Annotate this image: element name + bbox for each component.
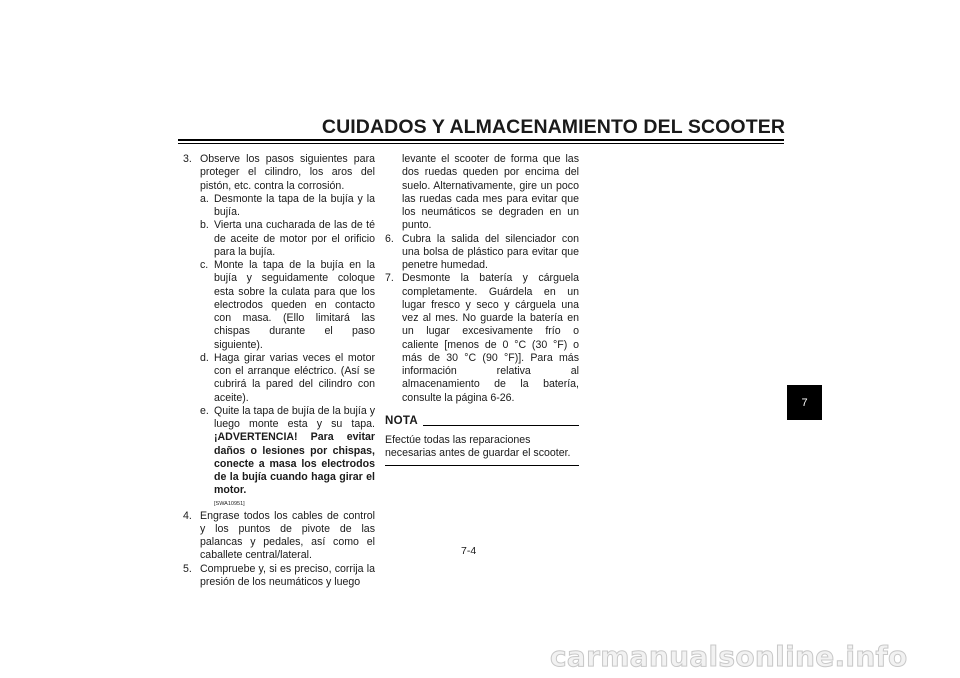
substep-letter: e. [200,404,209,417]
step-6 [385,233,579,273]
watermark: carmanualsonline.info [550,640,908,673]
step-text: Compruebe y, si es preciso, corrija la presión de los neumáticos y luego [200,562,375,588]
step-text: Engrase todos los cables de control y los puntos de pivote de las palancas y pedales, así como el caballete central/lateral. [200,509,375,562]
step-number: 7. [385,272,394,285]
substep-e [200,405,375,510]
substep-a [200,193,375,220]
header-rule [178,139,784,141]
substep-text: Desmonte la tapa de la bujía y la bujía. [214,192,375,218]
step-5-continued [385,153,579,233]
substep-letter: b. [200,219,209,232]
warning-text: ¡ADVERTENCIA! Para evitar daños o lesiones por chispas, conecte a masa los electrodos de la bujía cuando haga girar el motor. [214,431,375,497]
substep-letter: d. [200,351,209,364]
substep-text: Quite la tapa de bujía de la bujía y luego monte esta y su tapa. [214,404,375,430]
step-text: levante el scooter de forma que las dos ruedas queden por encima del suelo. Alternativamente, gire un poco las ruedas cada mes para evitar que los neumáticos se degraden en un punto. [402,153,579,232]
note-bottom-rule [385,465,579,466]
page-number: 7-4 [461,545,477,557]
substep-c [200,259,375,352]
step-4 [183,510,375,563]
text-column-right [385,153,579,466]
text-column-left [183,153,375,589]
step-number-spacer [385,153,402,233]
step-text: Observe los pasos siguientes para proteger el cilindro, los aros del pistón, etc. contra la corrosión. [200,153,375,192]
substep-d [200,352,375,405]
step-text: Desmonte la batería y cárguela completamente. Guárdela en un lugar fresco y seco y cárguela una vez al mes. No guarde la batería en un lugar excesivamente frío o caliente [menos de 0 °C (30 °F) o más de 30 °C (90 °F)]. Para más información relativa al almacenamiento de la batería, consulte la página 6-26. [402,272,579,404]
step-5 [183,563,375,590]
step-number: 6. [385,232,394,245]
warning-code: [SWA10951] [214,500,245,507]
substep-text: Vierta una cucharada de las de té de aceite de motor por el orificio para la bujía. [214,219,375,258]
substep-letter: a. [200,192,209,205]
note-title: NOTA [385,414,418,427]
step-7 [385,272,579,405]
step-number: 3. [183,153,192,165]
step-number: 4. [183,509,192,522]
substep-b [200,219,375,259]
note-box [385,415,579,466]
step-number: 5. [183,562,192,575]
note-text: Efectúe todas las reparaciones necesarias antes de guardar el scooter. [385,434,571,460]
step-3 [183,153,375,510]
substep-text: Monte la tapa de la bujía en la bujía y seguidamente coloque esta sobre la culata para que los electrodos queden en contacto con masa. (Ello limitará las chispas durante el paso siguiente). [214,259,375,351]
chapter-tab: 7 [787,385,822,420]
substep-text: Haga girar varias veces el motor con el arranque eléctrico. (Así se cubrirá la pared del cilindro con aceite). [214,351,375,404]
page-title: CUIDADOS Y ALMACENAMIENTO DEL SCOOTER [321,116,785,138]
header-rule-thin [178,143,784,144]
step-text: Cubra la salida del silenciador con una bolsa de plástico para evitar que penetre humedad. [402,232,579,271]
substep-letter: c. [200,259,209,271]
note-divider [423,425,579,426]
